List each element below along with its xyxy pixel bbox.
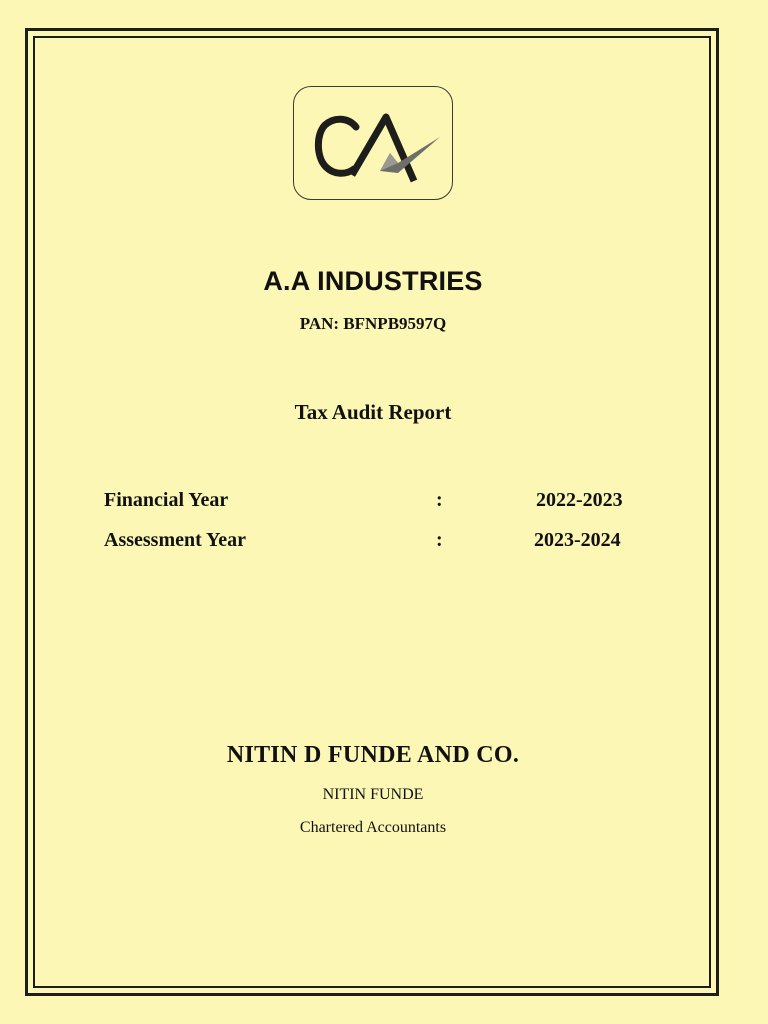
- assessment-year-value: 2023-2024: [534, 529, 621, 551]
- report-title: Tax Audit Report: [294, 400, 452, 424]
- ca-logo: [293, 86, 453, 200]
- ca-logo-icon: [294, 87, 454, 201]
- auditor-person: NITIN FUNDE: [322, 786, 424, 803]
- assessment-year-separator: :: [436, 529, 443, 551]
- assessment-year-label: Assessment Year: [104, 529, 247, 551]
- company-pan: PAN: BFNPB9597Q: [299, 314, 447, 333]
- auditor-firm: NITIN D FUNDE AND CO.: [226, 742, 520, 768]
- auditor-designation: Chartered Accountants: [299, 819, 447, 836]
- financial-year-value: 2022-2023: [536, 489, 623, 511]
- financial-year-separator: :: [436, 489, 443, 511]
- financial-year-label: Financial Year: [104, 489, 229, 511]
- company-name: A.A INDUSTRIES: [263, 266, 483, 296]
